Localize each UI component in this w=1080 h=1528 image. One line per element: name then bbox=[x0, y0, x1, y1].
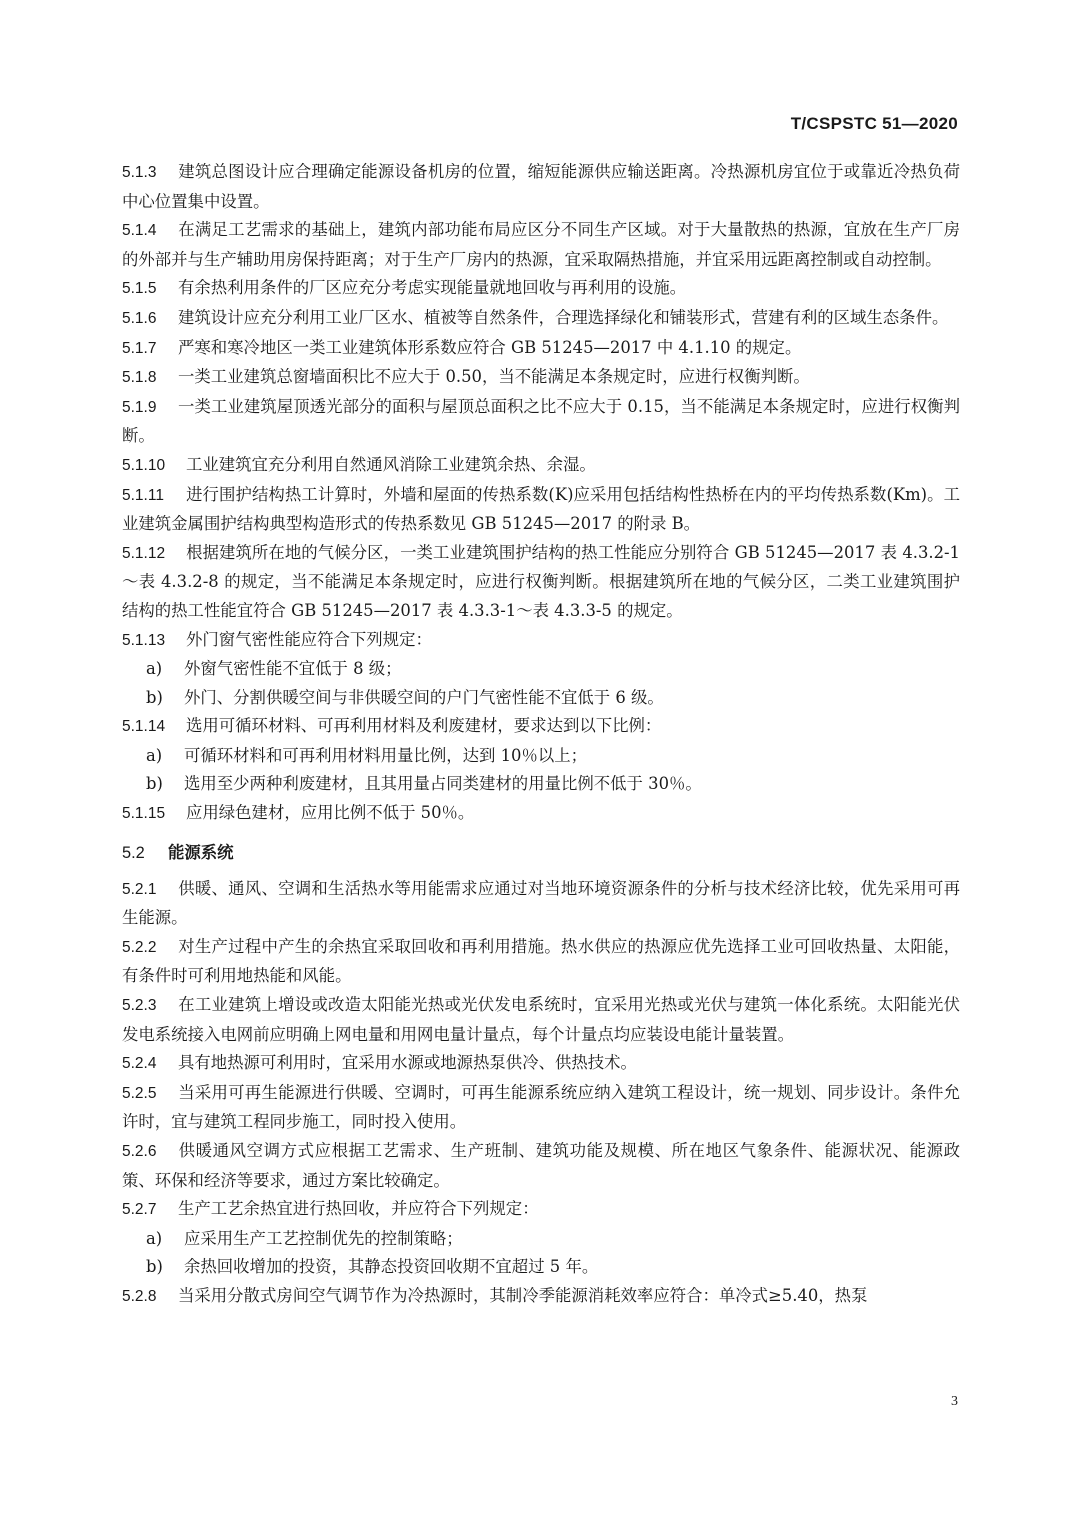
clause-text: 工业建筑宜充分利用自然通风消除工业建筑余热、余湿。 bbox=[186, 454, 596, 474]
clause-text: 当采用可再生能源进行供暖、空调时，可再生能源系统应纳入建筑工程设计，统一规划、同步设计。条件允许时，宜与建筑工程同步施工，同时投入使用。 bbox=[122, 1082, 960, 1132]
list-item bbox=[122, 684, 960, 713]
clause-text: 在满足工艺需求的基础上，建筑内部功能布局应区分不同生产区域。对于大量散热的热源，宜放在生产厂房的外部并与生产辅助用房保持距离；对于生产厂房内的热源，宜采取隔热措施，并宜采用远距离控制或自动控制。 bbox=[122, 220, 960, 269]
clause-text: 供暖、通风、空调和生活热水等用能需求应通过对当地环境资源条件的分析与技术经济比较，优先采用可再生能源。 bbox=[122, 878, 960, 928]
clause-text: 在工业建筑上增设或改造太阳能光热或光伏发电系统时，宜采用光热或光伏与建筑一体化系统。太阳能光伏发电系统接入电网前应明确上网电量和用网电量计量点，每个计量点均应装设电能计量装置。 bbox=[122, 995, 960, 1044]
clause-number: 5.2.6 bbox=[122, 1143, 157, 1160]
clause-text: 供暖通风空调方式应根据工艺需求、生产班制、建筑功能及规模、所在地区气象条件、能源状况、能源政策、环保和经济等要求，通过方案比较确定。 bbox=[122, 1141, 960, 1190]
clause-text: 应用绿色建材，应用比例不低于 50％。 bbox=[186, 803, 475, 823]
clause-5-1-10 bbox=[122, 451, 960, 481]
clause-number: 5.1.13 bbox=[122, 631, 166, 649]
clause-5-2-4 bbox=[122, 1049, 960, 1079]
clause-5-1-8 bbox=[122, 363, 960, 393]
clause-5-2-7 bbox=[122, 1195, 960, 1225]
clause-number: 5.1.8 bbox=[122, 369, 157, 387]
clause-number: 5.1.10 bbox=[122, 456, 166, 474]
clause-5-2-8 bbox=[122, 1282, 960, 1312]
clause-number: 5.1.4 bbox=[122, 222, 157, 240]
clause-text: 有余热利用条件的厂区应充分考虑实现能量就地回收与再利用的设施。 bbox=[178, 278, 687, 298]
document-body bbox=[122, 158, 960, 1312]
item-marker: b) bbox=[146, 687, 163, 707]
clause-5-2-2 bbox=[122, 933, 960, 991]
clause-text: 进行围护结构热工计算时，外墙和屋面的传热系数(K)应采用包括结构性热桥在内的平均传热系数(Km)。工业建筑金属围护结构典型构造形式的传热系数见 GB 51245—2017 的附录 B。 bbox=[122, 484, 960, 534]
clause-number: 5.1.6 bbox=[122, 309, 157, 327]
clause-5-1-5 bbox=[122, 274, 960, 304]
item-text: 外门、分割供暖空间与非供暖空间的户门气密性能不宜低于 6 级。 bbox=[184, 687, 664, 707]
clause-number: 5.2.3 bbox=[122, 997, 157, 1015]
item-marker: b) bbox=[146, 1257, 163, 1277]
clause-5-1-3 bbox=[122, 158, 960, 216]
clause-text: 外门窗气密性能应符合下列规定： bbox=[186, 629, 432, 649]
clause-number: 5.1.5 bbox=[122, 280, 157, 298]
clause-5-1-7 bbox=[122, 334, 960, 364]
section-number: 5.2 bbox=[122, 843, 145, 862]
item-text: 余热回收增加的投资，其静态投资回收期不宜超过 5 年。 bbox=[184, 1257, 599, 1277]
clause-text: 对生产过程中产生的余热宜采取回收和再利用措施。热水供应的热源应优先选择工业可回收热量、太阳能，有条件时可利用地热能和风能。 bbox=[122, 936, 960, 986]
clause-number: 5.2.1 bbox=[122, 880, 157, 898]
clause-number: 5.2.5 bbox=[122, 1084, 157, 1102]
clause-5-2-5 bbox=[122, 1079, 960, 1137]
clause-5-1-14 bbox=[122, 712, 960, 742]
item-marker: a) bbox=[146, 659, 163, 679]
clause-number: 5.2.2 bbox=[122, 938, 157, 956]
clause-5-1-9 bbox=[122, 393, 960, 451]
item-text: 应采用生产工艺控制优先的控制策略； bbox=[184, 1228, 463, 1248]
clause-number: 5.1.3 bbox=[122, 164, 157, 181]
clause-text: 根据建筑所在地的气候分区，一类工业建筑围护结构的热工性能应分别符合 GB 51245—2017 表 4.3.2-1～表 4.3.2-8 的规定，当不能满足本条规定时，应进行权衡判断。根据建筑所在地的气候分区，二类工业建筑围护结构的热工性能宜符合 GB 51245—2017 表 4.3.3-1～表 4.3.3-5 的规定。 bbox=[122, 542, 960, 620]
clause-number: 5.2.8 bbox=[122, 1287, 157, 1305]
clause-number: 5.1.14 bbox=[122, 718, 166, 736]
list-item bbox=[122, 1225, 960, 1254]
clause-number: 5.2.4 bbox=[122, 1055, 157, 1073]
standard-code: T/CSPSTC 51—2020 bbox=[790, 114, 958, 133]
clause-text: 选用可循环材料、可再利用材料及利废建材，要求达到以下比例： bbox=[186, 716, 662, 736]
clause-5-1-6 bbox=[122, 304, 960, 334]
clause-5-1-11 bbox=[122, 481, 960, 539]
item-text: 外窗气密性能不宜低于 8 级； bbox=[184, 659, 402, 679]
clause-5-1-13 bbox=[122, 626, 960, 656]
clause-text: 生产工艺余热宜进行热回收，并应符合下列规定： bbox=[178, 1199, 539, 1219]
item-marker: a) bbox=[146, 745, 163, 765]
clause-number: 5.1.12 bbox=[122, 544, 166, 562]
item-marker: b) bbox=[146, 774, 163, 794]
clause-number: 5.1.15 bbox=[122, 805, 166, 823]
clause-text: 当采用分散式房间空气调节作为冷热源时，其制冷季能源消耗效率应符合：单冷式≥5.40，热泵 bbox=[178, 1285, 868, 1305]
item-text: 可循环材料和可再利用材料用量比例，达到 10％以上； bbox=[184, 745, 588, 765]
list-item bbox=[122, 655, 960, 684]
list-item bbox=[122, 1253, 960, 1282]
clause-5-2-6 bbox=[122, 1137, 960, 1195]
clause-text: 具有地热源可利用时，宜采用水源或地源热泵供冷、供热技术。 bbox=[178, 1053, 637, 1073]
item-marker: a) bbox=[146, 1228, 163, 1248]
clause-number: 5.2.7 bbox=[122, 1201, 157, 1219]
clause-number: 5.1.11 bbox=[122, 486, 164, 504]
list-item bbox=[122, 742, 960, 771]
clause-text: 建筑设计应充分利用工业厂区水、植被等自然条件，合理选择绿化和铺装形式，营建有利的区域生态条件。 bbox=[178, 307, 949, 327]
page-number: 3 bbox=[951, 1394, 958, 1409]
clause-number: 5.1.9 bbox=[122, 398, 157, 416]
clause-number: 5.1.7 bbox=[122, 339, 157, 357]
clause-text: 一类工业建筑屋顶透光部分的面积与屋顶总面积之比不应大于 0.15，当不能满足本条规定时，应进行权衡判断。 bbox=[122, 396, 960, 446]
clause-5-1-15 bbox=[122, 799, 960, 829]
list-item bbox=[122, 770, 960, 799]
item-text: 选用至少两种利废建材，且其用量占同类建材的用量比例不低于 30％。 bbox=[184, 774, 702, 794]
section-heading bbox=[122, 839, 960, 867]
clause-5-1-12 bbox=[122, 539, 960, 626]
clause-5-2-3 bbox=[122, 991, 960, 1049]
clause-text: 一类工业建筑总窗墙面积比不应大于 0.50，当不能满足本条规定时，应进行权衡判断。 bbox=[178, 367, 810, 387]
clause-text: 建筑总图设计应合理确定能源设备机房的位置，缩短能源供应输送距离。冷热源机房宜位于或靠近冷热负荷中心位置集中设置。 bbox=[122, 162, 960, 211]
section-title-text: 能源系统 bbox=[168, 842, 234, 862]
clause-5-1-4 bbox=[122, 216, 960, 274]
clause-text: 严寒和寒冷地区一类工业建筑体形系数应符合 GB 51245—2017 中 4.1.10 的规定。 bbox=[178, 337, 802, 357]
clause-5-2-1 bbox=[122, 875, 960, 933]
